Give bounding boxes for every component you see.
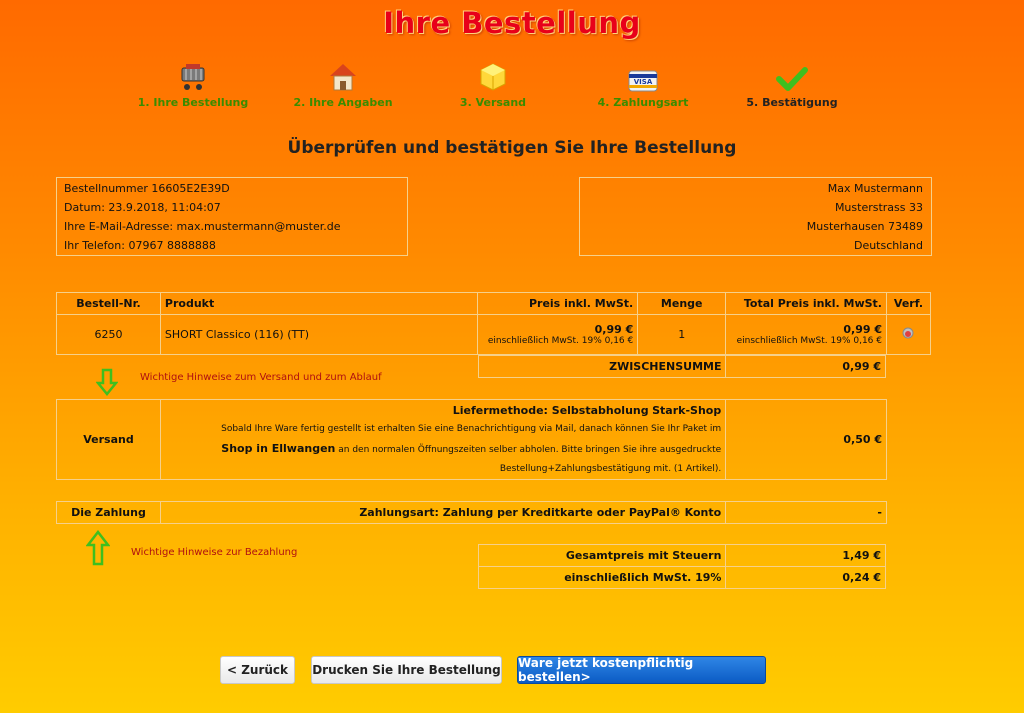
payment-method: Zahlungsart: Zahlung per Kreditkarte oder PayPal® Konto [160,502,725,524]
place-order-button[interactable]: Ware jetzt kostenpflichtig bestellen> [517,656,766,684]
step-label: 5. Bestätigung [746,96,838,109]
shipping-text-3: Bestellung+Zahlungsbestätigung mit. (1 Artikel). [499,463,722,474]
checkmark-icon [717,60,867,92]
tax-row [479,567,886,589]
shipping-details [160,400,725,480]
house-icon [268,60,418,92]
address-street: Musterstrass 33 [834,201,923,214]
header-product: Produkt [160,293,478,315]
order-info-box [56,177,408,256]
cell-order-nr: 6250 [57,315,161,355]
address-box [579,177,932,256]
header-total: Total Preis inkl. MwSt. [726,293,887,315]
step-label: 3. Versand [459,96,527,109]
payment-label: Die Zahlung [57,502,161,524]
visa-card-icon [568,60,718,92]
totals-table [478,544,886,589]
step-label: 1. Ihre Bestellung [137,96,249,109]
price-tax: einschließlich MwSt. 19% 0,16 € [487,336,634,346]
shipping-note-link[interactable]: Wichtige Hinweise zum Versand und zum Ablauf [140,372,382,383]
shipping-shop: Shop in Ellwangen [221,441,336,455]
subtotal-row [479,356,886,378]
cell-price [478,315,638,355]
table-header-row [57,293,931,315]
cell-availability [886,315,930,355]
cell-qty: 1 [638,315,726,355]
cell-product: SHORT Classico (116) (TT) [160,315,478,355]
payment-price: - [726,502,887,524]
table-row [57,315,931,355]
header-price: Preis inkl. MwSt. [478,293,638,315]
shipping-method: Liefermethode: Selbstabholung [452,403,649,417]
step-label: 4. Zahlungsart [597,96,689,109]
shipping-table [56,399,887,480]
step-zahlungsart[interactable] [568,60,718,109]
shipping-price: 0,50 € [726,400,887,480]
page-title: Ihre Bestellung [383,6,641,40]
total-row [479,545,886,567]
step-label: 2. Ihre Angaben [293,96,393,109]
order-table [56,292,931,355]
availability-dot-icon [902,327,914,339]
shipping-row [57,400,887,480]
step-bestaetigung[interactable] [717,60,867,109]
address-country: Deutschland [853,239,923,252]
total-value: 0,99 € [843,323,882,336]
header-qty: Menge [638,293,726,315]
back-button[interactable]: < Zurück [220,656,295,684]
header-availability: Verf. [886,293,930,315]
shipping-method-shop: Stark-Shop [652,403,722,417]
payment-table [56,501,887,524]
subtotal-value: 0,99 € [726,356,886,378]
package-icon [418,60,568,92]
payment-note-link[interactable]: Wichtige Hinweise zur Bezahlung [131,547,298,558]
step-ihre-bestellung[interactable] [118,60,268,109]
total-value: 1,49 € [726,545,886,567]
arrow-down-icon [96,368,118,400]
header-order-nr: Bestell-Nr. [57,293,161,315]
order-phone: Ihr Telefon: 07967 8888888 [64,239,216,252]
page-subtitle: Überprüfen und bestätigen Sie Ihre Bestellung [287,138,737,158]
shipping-text-1: Sobald Ihre Ware fertig gestellt ist erhalten Sie eine Benachrichtigung via Mail, danach können Sie Ihr Paket im [221,423,722,434]
tax-label: einschließlich MwSt. 19% [479,567,726,589]
shipping-label: Versand [57,400,161,480]
address-city: Musterhausen 73489 [806,220,923,233]
cell-total [726,315,887,355]
shipping-text-2: an den normalen Öffnungszeiten selber abholen. Bitte bringen Sie ihre ausgedruckte [338,444,722,455]
subtotal-label: ZWISCHENSUMME [479,356,726,378]
payment-row [57,502,887,524]
subtotal-table [478,355,886,378]
order-number: Bestellnummer 16605E2E39D [64,182,230,195]
svg-text:VISA: VISA [633,78,653,86]
step-versand[interactable] [418,60,568,109]
address-name: Max Mustermann [827,182,923,195]
print-order-button[interactable]: Drucken Sie Ihre Bestellung [311,656,502,684]
step-ihre-angaben[interactable] [268,60,418,109]
arrow-up-icon [86,530,110,570]
total-label: Gesamtpreis mit Steuern [479,545,726,567]
order-email: Ihre E-Mail-Adresse: max.mustermann@muster.de [64,220,341,233]
order-date: Datum: 23.9.2018, 11:04:07 [64,201,221,214]
tax-value: 0,24 € [726,567,886,589]
price-value: 0,99 € [594,323,634,336]
cart-icon [118,60,268,92]
total-tax: einschließlich MwSt. 19% 0,16 € [736,336,882,346]
